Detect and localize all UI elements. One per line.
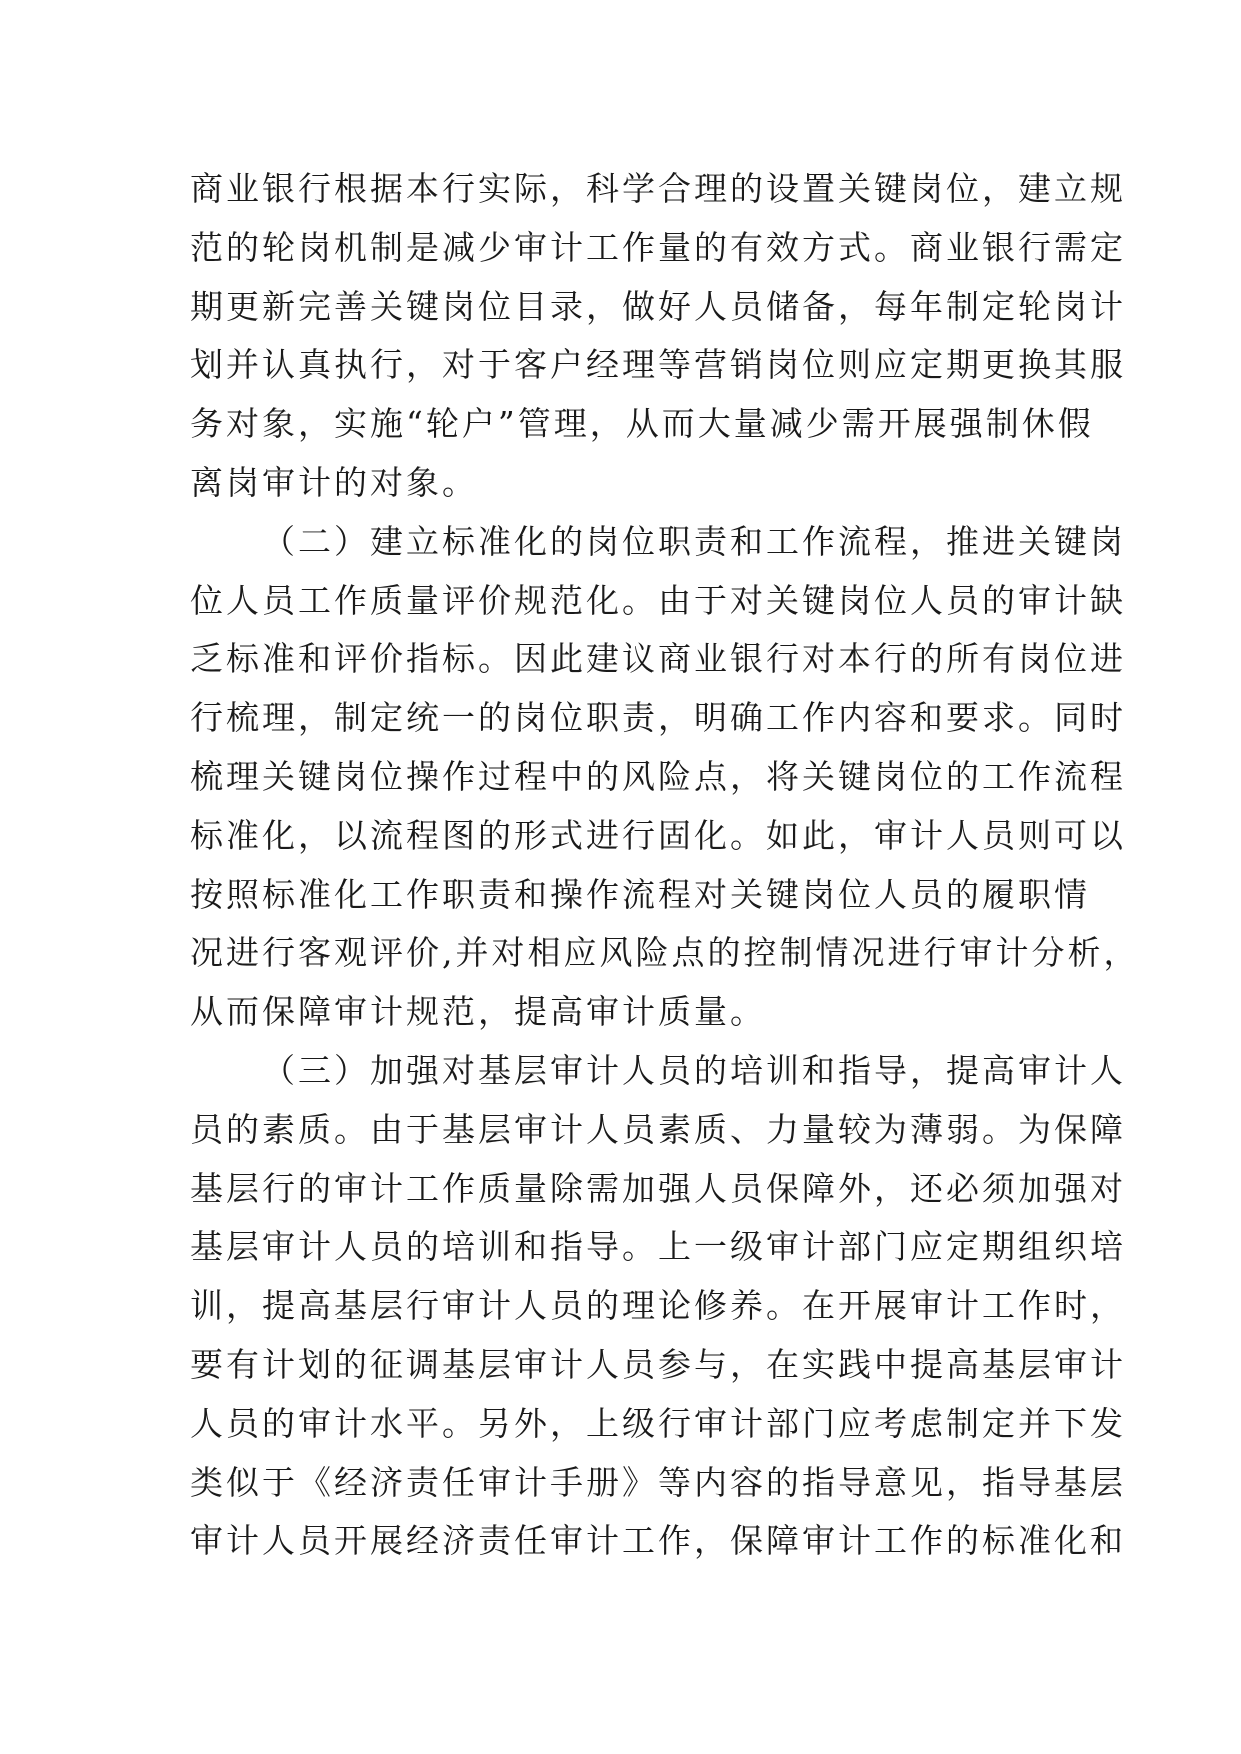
text-line: 类似于《经济责任审计手册》等内容的指导意见，指导基层	[190, 1462, 1126, 1502]
text-line: 行梳理，制定统一的岗位职责，明确工作内容和要求。同时	[190, 698, 1126, 738]
text-line: 按照标准化工作职责和操作流程对关键岗位人员的履职情	[190, 874, 1090, 914]
text-line: 期更新完善关键岗位目录，做好人员储备，每年制定轮岗计	[190, 286, 1126, 326]
text-line: 基层审计人员的培训和指导。上一级审计部门应定期组织培	[190, 1227, 1126, 1267]
text-line: （二）建立标准化的岗位职责和工作流程，推进关键岗	[262, 521, 1126, 561]
text-line: 审计人员开展经济责任审计工作，保障审计工作的标准化和	[190, 1521, 1126, 1561]
text-line: 基层行的审计工作质量除需加强人员保障外，还必须加强对	[190, 1168, 1126, 1208]
text-line: 划并认真执行，对于客户经理等营销岗位则应定期更换其服	[190, 345, 1126, 385]
text-line: 从而保障审计规范，提高审计质量。	[190, 992, 766, 1032]
text-line: 训，提高基层行审计人员的理论修养。在开展审计工作时，	[190, 1286, 1126, 1326]
text-line: 离岗审计的对象。	[190, 462, 478, 502]
text-line: 商业银行根据本行实际，科学合理的设置关键岗位，建立规	[190, 169, 1126, 208]
text-line: 标准化，以流程图的形式进行固化。如此，审计人员则可以	[190, 815, 1126, 855]
text-line: 梳理关键岗位操作过程中的风险点，将关键岗位的工作流程	[190, 756, 1126, 796]
text-line: 员的素质。由于基层审计人员素质、力量较为薄弱。为保障	[190, 1109, 1126, 1149]
text-line: 范的轮岗机制是减少审计工作量的有效方式。商业银行需定	[190, 227, 1126, 267]
text-line: 乏标准和评价指标。因此建议商业银行对本行的所有岗位进	[190, 639, 1126, 679]
body-text	[190, 160, 1140, 1571]
text-line: （三）加强对基层审计人员的培训和指导，提高审计人	[262, 1050, 1126, 1090]
text-line: 要有计划的征调基层审计人员参与，在实践中提高基层审计	[190, 1344, 1126, 1384]
text-line: 务对象，实施“轮户”管理，从而大量减少需开展强制休假	[190, 404, 1094, 444]
text-line: 位人员工作质量评价规范化。由于对关键岗位人员的审计缺	[190, 580, 1126, 620]
text-line: 况进行客观评价,并对相应风险点的控制情况进行审计分析，	[190, 933, 1140, 973]
text-line: 人员的审计水平。另外，上级行审计部门应考虑制定并下发	[190, 1403, 1126, 1443]
